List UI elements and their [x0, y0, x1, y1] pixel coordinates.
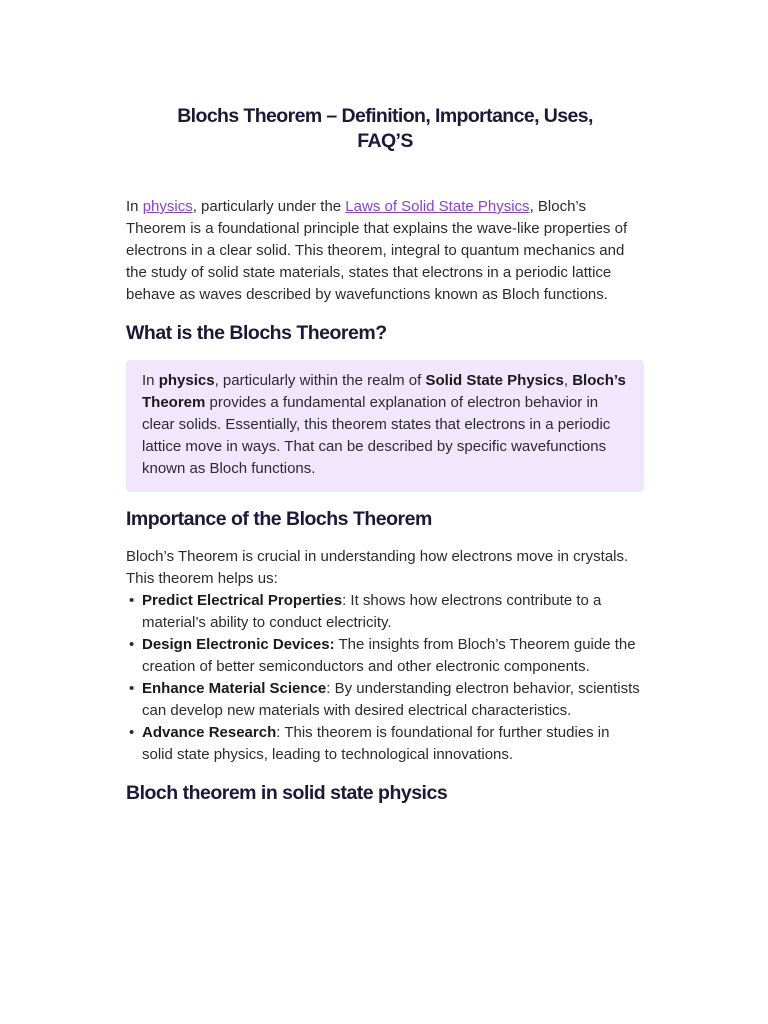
list-item [126, 678, 644, 722]
callout-text-2: , particularly within the realm of [214, 372, 426, 389]
list-item [126, 590, 644, 634]
laws-of-solid-state-physics-link[interactable]: Laws of Solid State Physics [345, 198, 530, 215]
article [126, 104, 644, 820]
intro-text-3: , Bloch’s Theorem is a foundational principle that explains the wave-like properties of electrons in a clear solid. This theorem, integral to quantum mechanics and the study of solid state materials, states that electrons in a periodic lattice behave as waves described by wavefunctions known as Bloch functions. [126, 198, 628, 303]
solid-state-heading: Bloch theorem in solid state physics [126, 782, 448, 804]
list-item-bold: Predict Electrical Properties [142, 592, 343, 609]
importance-list [126, 590, 644, 766]
bullet-icon: • [129, 680, 135, 697]
callout-text-3: , [563, 372, 573, 389]
definition-callout [126, 360, 644, 492]
importance-paragraph: Bloch’s Theorem is crucial in understanding how electrons move in crystals. This theorem helps us: [126, 548, 629, 587]
callout-bold-bloch-theorem: Bloch’s Theorem [142, 372, 626, 411]
callout-text-1: In [142, 372, 159, 389]
list-item-bold: Design Electronic Devices: [142, 636, 335, 653]
what-is-heading: What is the Blochs Theorem? [126, 322, 387, 344]
callout-bold-solid-state: Solid State Physics [425, 372, 564, 389]
bullet-icon: • [129, 636, 135, 653]
callout-bold-physics: physics [158, 372, 215, 389]
intro-text-1: In [126, 198, 143, 215]
list-item [126, 722, 644, 766]
list-item-bold: Advance Research [142, 724, 277, 741]
article-title [126, 104, 644, 154]
callout-paragraph [142, 370, 628, 480]
bullet-icon: • [129, 724, 135, 741]
list-item-bold: Enhance Material Science [142, 680, 327, 697]
intro-text-2: , particularly under the [192, 198, 346, 215]
article-title-line-1: Blochs Theorem – Definition, Importance, Uses, [177, 105, 593, 127]
importance-heading: Importance of the Blochs Theorem [126, 508, 432, 530]
list-item-text: : By understanding electron behavior, scientists can develop new materials with desired electrical characteristics. [142, 680, 640, 719]
intro-paragraph [126, 196, 644, 306]
callout-text-4: provides a fundamental explanation of electron behavior in clear solids. Essentially, this theorem states that electrons in a periodic lattice move in ways. That can be described by specific wavefunctions known as Bloch functions. [142, 394, 611, 477]
list-item-text: The insights from Bloch’s Theorem guide the creation of better semiconductors and other electronic components. [142, 636, 636, 675]
list-item [126, 634, 644, 678]
list-item-text: : It shows how electrons contribute to a material’s ability to conduct electricity. [142, 592, 602, 631]
physics-link[interactable]: physics [142, 198, 193, 215]
article-title-line-2: FAQ’S [357, 130, 413, 152]
list-item-text: : This theorem is foundational for further studies in solid state physics, leading to technological innovations. [142, 724, 610, 763]
bullet-icon: • [129, 592, 135, 609]
